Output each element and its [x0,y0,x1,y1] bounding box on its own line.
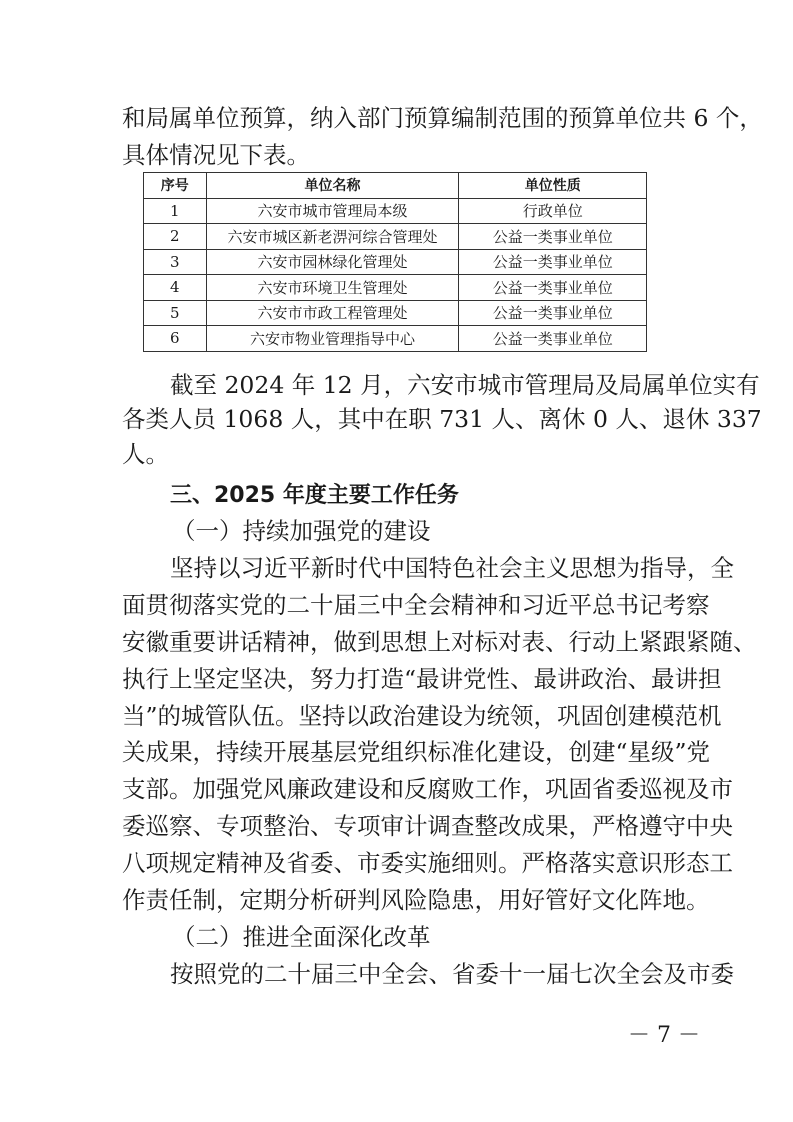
party-line-5: 当”的城管队伍。坚持以政治建设为统领，巩固创建模范机 [122,702,722,730]
budget-units-table [143,172,647,352]
table-header-row [144,173,647,199]
table-row [144,224,647,250]
cell-unit-name: 六安市城市管理局本级 [206,198,459,224]
cell-serial: 5 [144,300,207,326]
cell-unit-type: 行政单位 [459,198,647,224]
party-line-10: 作责任制，定期分析研判风险隐患，用好管好文化阵地。 [122,886,710,914]
header-unit-name: 单位名称 [206,173,459,199]
cell-unit-type: 公益一类事业单位 [459,326,647,352]
table-row [144,275,647,301]
table-row [144,198,647,224]
header-serial: 序号 [144,173,207,199]
party-line-7: 支部。加强党风廉政建设和反腐败工作，巩固省委巡视及市 [122,775,733,803]
table-row [144,249,647,275]
page-number: － 7 － [628,1023,700,1048]
cell-unit-name: 六安市物业管理指导中心 [206,326,459,352]
cell-unit-type: 公益一类事业单位 [459,275,647,301]
subsection-2-heading: （二）推进全面深化改革 [172,923,431,951]
party-line-9: 八项规定精神及省委、市委实施细则。严格落实意识形态工 [122,849,733,877]
party-line-2: 面贯彻落实党的二十届三中全会精神和习近平总书记考察 [122,591,710,619]
staff-line-2: 各类人员 1068 人，其中在职 731 人、离休 0 人、退休 337 [122,405,762,433]
cell-unit-type: 公益一类事业单位 [459,249,647,275]
cell-unit-type: 公益一类事业单位 [459,300,647,326]
cell-unit-name: 六安市市政工程管理处 [206,300,459,326]
cell-unit-name: 六安市园林绿化管理处 [206,249,459,275]
intro-line-1: 和局属单位预算，纳入部门预算编制范围的预算单位共 6 个， [122,104,763,132]
cell-unit-name: 六安市环境卫生管理处 [206,275,459,301]
party-line-4: 执行上坚定坚决，努力打造“最讲党性、最讲政治、最讲担 [122,665,722,693]
party-line-6: 关成果，持续开展基层党组织标准化建设，创建“星级”党 [122,738,711,766]
cell-unit-type: 公益一类事业单位 [459,224,647,250]
staff-line-3: 人。 [122,440,169,468]
cell-unit-name: 六安市城区新老淠河综合管理处 [206,224,459,250]
table-row [144,326,647,352]
party-line-8: 委巡察、专项整治、专项审计调查整改成果，严格遵守中央 [122,812,733,840]
cell-serial: 2 [144,224,207,250]
cell-serial: 3 [144,249,207,275]
party-line-3: 安徽重要讲话精神，做到思想上对标对表、行动上紧跟紧随、 [122,628,757,656]
staff-line-1: 截至 2024 年 12 月，六安市城市管理局及局属单位实有 [170,371,760,399]
section-heading: 三、2025 年度主要工作任务 [170,483,459,508]
cell-serial: 1 [144,198,207,224]
reform-line-1: 按照党的二十届三中全会、省委十一届七次全会及市委 [170,960,734,988]
cell-serial: 4 [144,275,207,301]
header-unit-type: 单位性质 [459,173,647,199]
table-row [144,300,647,326]
party-line-1: 坚持以习近平新时代中国特色社会主义思想为指导，全 [170,554,734,582]
intro-line-2: 具体情况见下表。 [122,141,310,169]
cell-serial: 6 [144,326,207,352]
subsection-1-heading: （一）持续加强党的建设 [172,517,431,545]
